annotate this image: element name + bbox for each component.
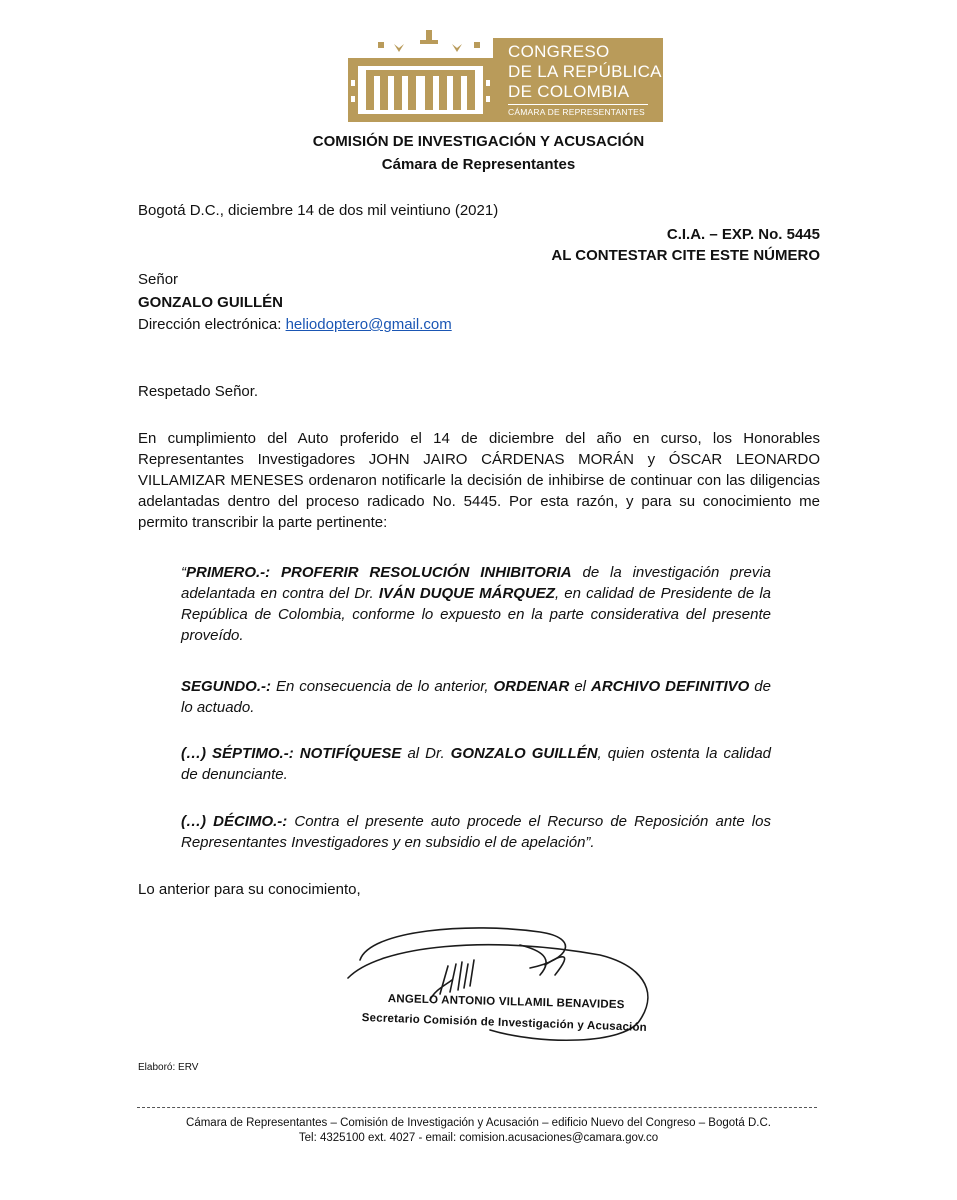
tenth-text: Contra el presente auto procede el Recurso de Reposición ante los Representantes Investigadores y en subsidio el de apelación”. — [181, 813, 771, 851]
commission-title: COMISIÓN DE INVESTIGACIÓN Y ACUSACIÓN — [312, 133, 645, 150]
seventh-person: GONZALO GUILLÉN — [450, 745, 598, 762]
resolution-first — [181, 562, 771, 646]
signer-role: Secretario Comisión de Investigación y Acusación — [361, 1012, 648, 1034]
body-paragraph: En cumplimiento del Auto proferido el 14 de diciembre del año en curso, los Honorables Representantes Investigadores JOHN JAIRO CÁRDENAS MORÁN y ÓSCAR LEONARDO VILLAMIZAR MENESES ordenaron notificarle la decisión de inhibirse de continuar con las diligencias adelantadas dentro del proceso radicado No. 5445. Por esta razón, y para su conocimiento me permito transcribir la parte pertinente: — [138, 430, 820, 531]
logo-line4: CÁMARA DE REPRESENTANTES — [508, 104, 648, 118]
footer-contact: Tel: 4325100 ext. 4027 - email: comision.acusaciones@camara.gov.co — [298, 1132, 659, 1144]
commission-subtitle: Cámara de Representantes — [381, 156, 576, 173]
resolution-seventh — [181, 743, 771, 785]
logo-line2: DE LA REPÚBLICA — [508, 62, 662, 81]
second-heading: SEGUNDO.-: — [181, 678, 271, 695]
recipient-name: GONZALO GUILLÉN — [138, 294, 283, 311]
email-link[interactable]: heliodoptero@gmail.com — [285, 316, 452, 333]
recipient-salutation: Señor — [138, 271, 179, 288]
recipient-email-row — [138, 314, 452, 335]
seventh-text-b: , quien ostenta la calidad de denunciante. — [181, 745, 771, 783]
email-label: Dirección electrónica: — [138, 316, 286, 333]
capitol-building-icon — [348, 30, 493, 122]
footer-divider — [137, 1107, 817, 1108]
seventh-text-a: al Dr. — [401, 745, 451, 762]
first-text-a: de la investigación previa adelantada en contra del Dr. — [181, 564, 771, 602]
file-reference: C.I.A. – EXP. No. 5445 — [666, 226, 820, 243]
second-text-b: el — [569, 678, 591, 695]
resolution-tenth — [181, 811, 771, 853]
signer-name: ANGELO ANTONIO VILLAMIL BENAVIDES — [387, 993, 625, 1012]
first-heading: PRIMERO.-: PROFERIR RESOLUCIÓN INHIBITORIA — [186, 564, 572, 581]
second-order: ORDENAR — [493, 678, 570, 695]
second-archive: ARCHIVO DEFINITIVO — [591, 678, 750, 695]
first-text-b: , en calidad de Presidente de la República de Colombia, conforme lo expuesto en la parte considerativa del presente proveído. — [181, 585, 772, 644]
logo-line1: CONGRESO — [508, 42, 610, 61]
resolution-second — [181, 676, 771, 718]
logo-line3: DE COLOMBIA — [508, 82, 630, 101]
greeting: Respetado Señor. — [138, 383, 259, 400]
first-person: IVÁN DUQUE MÁRQUEZ — [378, 585, 555, 602]
second-text-a: En consecuencia de lo anterior, — [271, 678, 494, 695]
tenth-heading: (…) DÉCIMO.-: — [181, 813, 288, 830]
cite-notice: AL CONTESTAR CITE ESTE NÚMERO — [551, 247, 820, 264]
congress-logo — [348, 30, 663, 122]
open-quote: “ — [181, 564, 186, 581]
logo-text — [508, 42, 662, 118]
footer-address: Cámara de Representantes – Comisión de Investigación y Acusación – edificio Nuevo del Congreso – Bogotá D.C. — [186, 1117, 771, 1129]
letter-date: Bogotá D.C., diciembre 14 de dos mil veintiuno (2021) — [138, 202, 499, 219]
seventh-heading: (…) SÉPTIMO.-: NOTIFÍQUESE — [181, 745, 402, 762]
second-text-c: de lo actuado. — [181, 678, 771, 716]
closing-line: Lo anterior para su conocimiento, — [138, 881, 361, 898]
prepared-by: Elaboró: ERV — [138, 1062, 199, 1073]
